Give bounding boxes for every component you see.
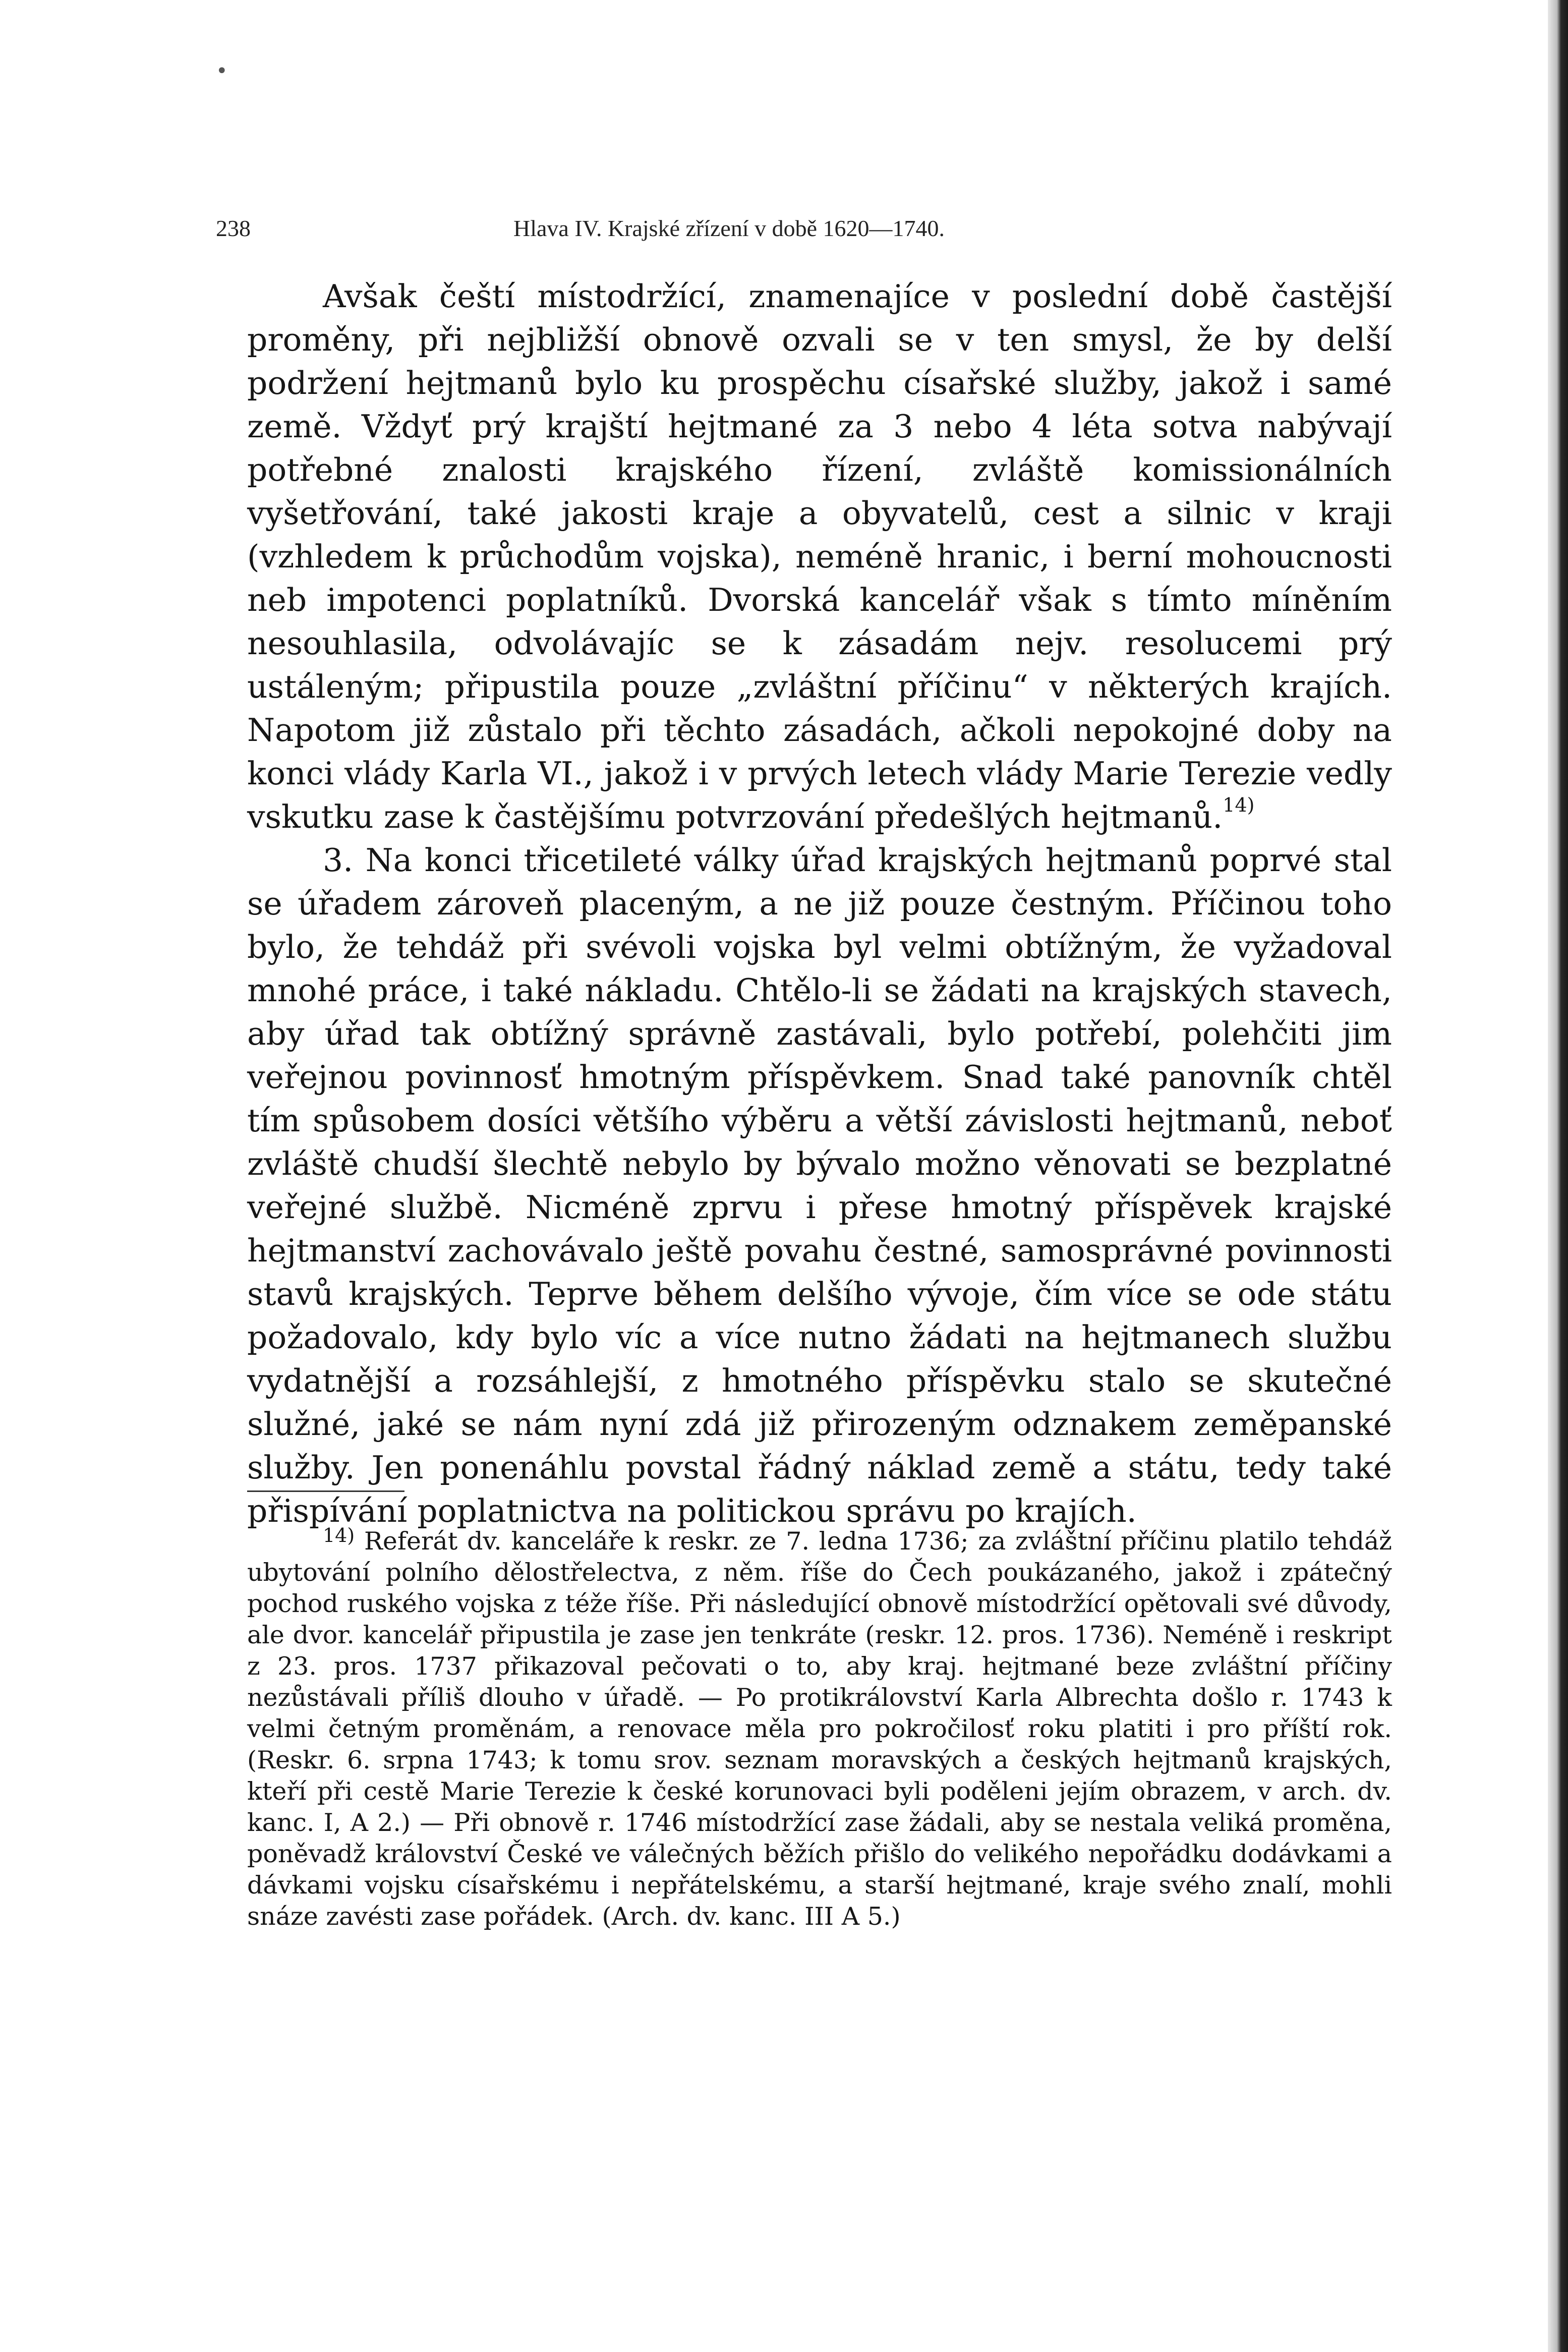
footnote-marker: 14)	[323, 1524, 355, 1546]
paragraph-text: 3. Na konci třicetileté války úřad krajských hejtmanů poprvé stal se úřadem zároveň placeným, a ne již pouze čestným. Příčinou toho bylo, že tehdáž při svévoli vojska byl velmi obtížným, že vyžadoval mnohé práce, i také nákladu. Chtělo-li se žádati na krajských stavech, aby úřad tak obtížný správně zastávali, bylo potřebí, polehčiti jim veřejnou povinnosť hmotným příspěvkem. Snad také panovník chtěl tím spůsobem dosíci většího výběru a větší závislosti hejtmanů, neboť zvláště chudší šlechtě nebylo by bývalo možno věnovati se bezplatné veřejné službě. Nicméně zprvu i přese hmotný příspěvek krajské hejtmanství zachovávalo ještě povahu čestné, samosprávné povinnosti stavů krajských. Teprve během delšího vývoje, čím více se ode státu požadovalo, kdy bylo víc a více nutno žádati na hejtmanech službu vydatnější a rozsáhlejší, z hmotného příspěvku stalo se skutečné služné, jaké se nám nyní zdá již přirozeným odznakem zeměpanské služby. Jen ponenáhlu povstal řádný náklad země a státu, tedy také přispívání poplatnictva na politickou správu po krajích.	[247, 842, 1392, 1529]
footnote-reference: 14)	[1223, 794, 1255, 816]
main-text	[247, 275, 1392, 1533]
footnote-divider	[247, 1490, 404, 1492]
running-head: Hlava IV. Krajské zřízení v době 1620—1740.	[513, 215, 945, 241]
footnote	[247, 1526, 1392, 1932]
page-header	[216, 211, 1255, 246]
paragraph	[247, 839, 1392, 1533]
scan-speck: •	[216, 60, 228, 83]
page-number: 238	[216, 215, 251, 241]
paragraph-text: Avšak čeští místodržící, znamenajíce v poslední době častější proměny, při nejbližší obnově ozvali se v ten smysl, že by delší podržení hejtmanů bylo ku prospěchu císařské služby, jakož i samé země. Vždyť prý krajští hejtmané za 3 nebo 4 léta sotva nabývají potřebné znalosti krajského řízení, zvláště komissionálních vyšetřování, také jakosti kraje a obyvatelů, cest a silnic v kraji (vzhledem k průchodům vojska), neméně hranic, i berní mohoucnosti neb impotenci poplatníků. Dvorská kancelář však s tímto míněním nesouhlasila, odvolávajíc se k zásadám nejv. resolucemi prý ustáleným; připustila pouze „zvláštní příčinu“ v některých krajích. Napotom již zůstalo při těchto zásadách, ačkoli nepokojné doby na konci vlády Karla VI., jakož i v prvých letech vlády Marie Terezie vedly vskutku zase k častějšímu potvrzování předešlých hejtmanů.	[247, 278, 1392, 835]
footnote-text: Referát dv. kanceláře k reskr. ze 7. ledna 1736; za zvláštní příčinu platilo tehdáž ubytování polního dělostřelectva, z něm. říše do Čech poukázaného, jakož i zpátečný pochod ruského vojska z téže říše. Při následující obnově místodržící opětovali své důvody, ale dvor. kancelář připustila je zase jen tenkráte (reskr. 12. pros. 1736). Neméně i reskript z 23. pros. 1737 přikazoval pečovati o to, aby kraj. hejtmané beze zvláštní příčiny nezůstávali příliš dlouho v úřadě. — Po protikrálovství Karla Albrechta došlo r. 1743 k velmi četným proměnám, a renovace měla pro pokročilosť roku platiti i pro příští rok. (Reskr. 6. srpna 1743; k tomu srov. seznam moravských a českých hejtmanů krajských, kteří při cestě Marie Terezie k české korunovaci byli poděleni jejím obrazem, v arch. dv. kanc. I, A 2.) — Při obnově r. 1746 místodržící zase žádali, aby se nestala veliká proměna, poněvadž království České ve válečných běžích přišlo do velikého nepořádku dodávkami a dávkami vojsku císařskému i nepřátelskému, a starší hejtmané, kraje svého znalí, mohli snáze zavésti zase pořádek. (Arch. dv. kanc. III A 5.)	[247, 1527, 1392, 1931]
footnote-paragraph	[247, 1526, 1392, 1932]
paragraph	[247, 275, 1392, 839]
scan-edge	[1548, 0, 1568, 2352]
